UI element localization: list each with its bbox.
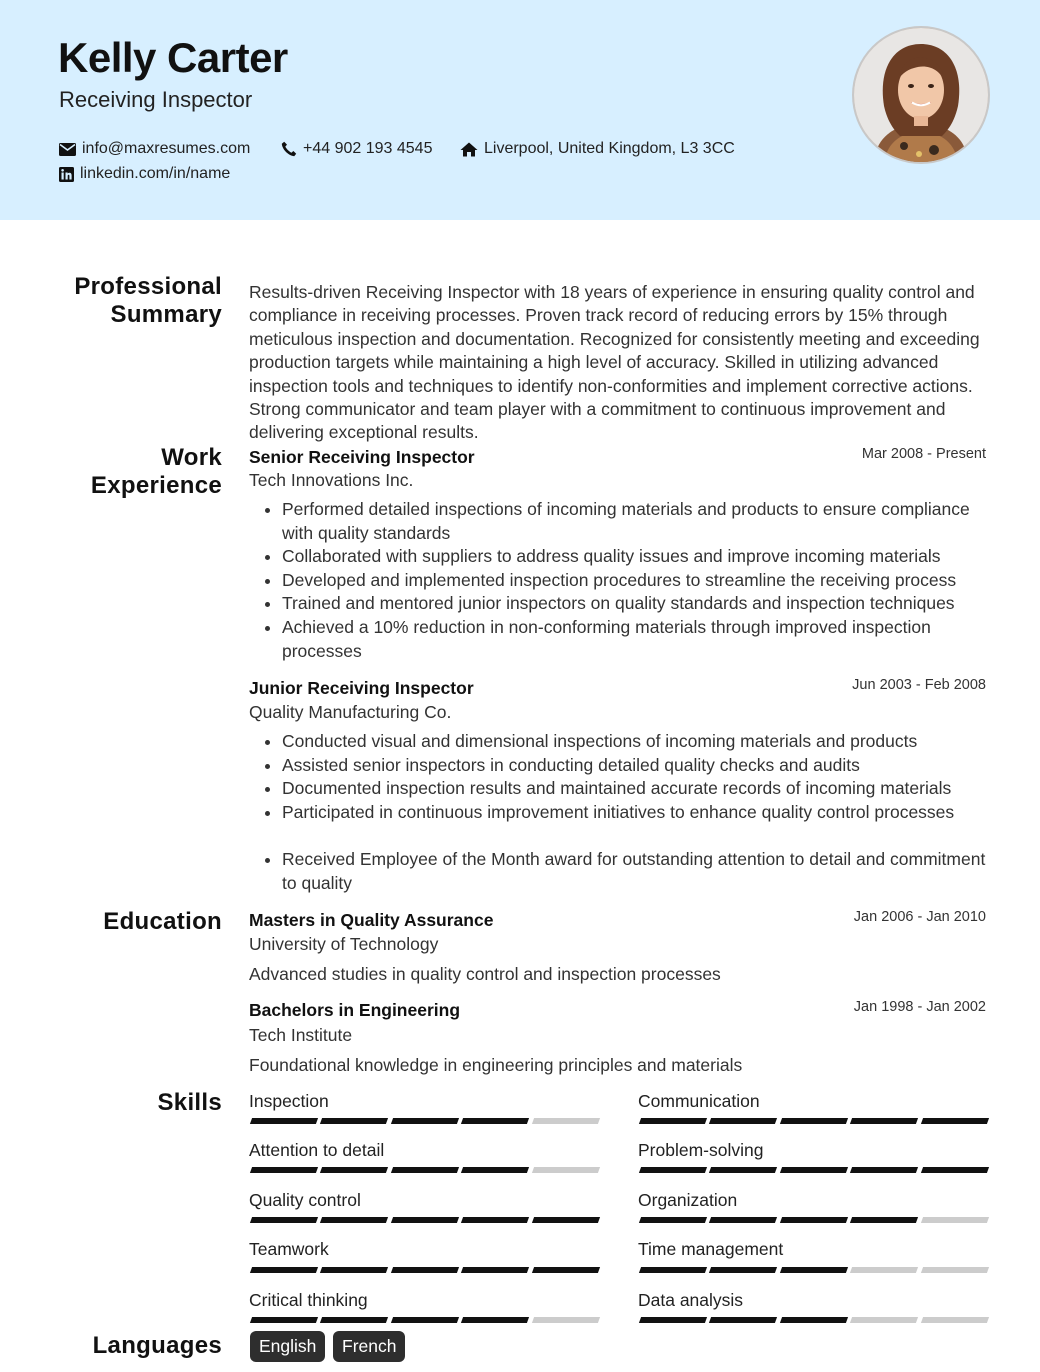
skill-segment-filled [391, 1217, 460, 1223]
skill-level-bar [251, 1317, 599, 1323]
skill-segment-filled [461, 1118, 530, 1124]
job-company: Quality Manufacturing Co. [249, 702, 452, 722]
skill-level-bar [640, 1267, 988, 1273]
degree-title: Bachelors in Engineering [249, 1000, 461, 1020]
education-description: Foundational knowledge in engineering principles and materials [249, 1055, 743, 1075]
skill-segment-filled [780, 1267, 849, 1273]
skill-segment-filled [461, 1167, 530, 1173]
skill-segment-filled [320, 1167, 389, 1173]
skill-segment-filled [639, 1317, 708, 1323]
skill-segment-empty [921, 1217, 990, 1223]
list-item: • Collaborated with suppliers to address quality issues and improve incoming materials [282, 545, 989, 569]
skill-name: Communication [638, 1091, 760, 1111]
skill-segment-filled [921, 1118, 990, 1124]
skill-segment-filled [461, 1267, 530, 1273]
skill-name: Organization [638, 1190, 738, 1210]
skill-level-bar [251, 1118, 599, 1124]
skill-segment-filled [320, 1118, 389, 1124]
degree-title: Masters in Quality Assurance [249, 910, 494, 930]
language-badge: French [333, 1331, 405, 1362]
skill-segment-filled [391, 1267, 460, 1273]
skill-segment-filled [320, 1267, 389, 1273]
section-title-line: Work [161, 444, 222, 471]
job-title: Senior Receiving Inspector [249, 447, 475, 467]
skill-level-bar [640, 1118, 988, 1124]
skill-segment-filled [250, 1267, 319, 1273]
skill-segment-filled [461, 1217, 530, 1223]
skill-name: Inspection [249, 1091, 329, 1111]
linkedin-text: linkedin.com/in/name [80, 165, 231, 182]
skill-segment-filled [921, 1167, 990, 1173]
section-title-line: Experience [90, 472, 222, 499]
skill-segment-empty [532, 1118, 601, 1124]
skill-name: Problem-solving [638, 1140, 764, 1160]
skill-segment-filled [532, 1267, 601, 1273]
job-company: Tech Innovations Inc. [249, 470, 414, 490]
skill-segment-filled [780, 1217, 849, 1223]
skill-segment-empty [532, 1167, 601, 1173]
skill-segment-filled [532, 1217, 601, 1223]
skill-segment-filled [391, 1118, 460, 1124]
job-bullets [249, 730, 989, 896]
education-dates: Jan 2006 - Jan 2010 [853, 909, 986, 925]
skill-name: Critical thinking [249, 1290, 368, 1310]
skill-segment-filled [250, 1317, 319, 1323]
skill-segment-filled [639, 1267, 708, 1273]
phone-text: +44 902 193 4545 [303, 140, 433, 157]
section-title-education: Education [103, 908, 222, 935]
skill-level-bar [640, 1317, 988, 1323]
skill-segment-empty [921, 1317, 990, 1323]
address-text: Liverpool, United Kingdom, L3 3CC [484, 140, 735, 157]
skill-segment-filled [461, 1317, 530, 1323]
contact-address [460, 140, 735, 158]
skill-segment-filled [850, 1167, 919, 1173]
profile-photo [852, 26, 990, 164]
skill-name: Attention to detail [249, 1140, 385, 1160]
section-title-line: Summary [110, 301, 222, 328]
skill-segment-empty [532, 1317, 601, 1323]
skill-segment-filled [639, 1118, 708, 1124]
skill-segment-filled [709, 1317, 778, 1323]
portrait-image [854, 28, 988, 162]
skill-segment-empty [850, 1317, 919, 1323]
skill-segment-filled [780, 1167, 849, 1173]
list-item: • Participated in continuous improvement initiatives to enhance quality control processes [282, 801, 989, 825]
linkedin-icon [59, 167, 74, 182]
skill-segment-filled [639, 1217, 708, 1223]
skill-segment-empty [921, 1267, 990, 1273]
list-item: • Developed and implemented inspection procedures to streamline the receiving process [282, 569, 989, 593]
job-dates: Mar 2008 - Present [861, 446, 986, 462]
skill-segment-empty [850, 1267, 919, 1273]
contact-linkedin[interactable] [59, 165, 230, 183]
skill-segment-filled [391, 1167, 460, 1173]
skill-segment-filled [320, 1217, 389, 1223]
skill-segment-filled [250, 1167, 319, 1173]
education-description: Advanced studies in quality control and inspection processes [249, 964, 721, 984]
skill-segment-filled [709, 1118, 778, 1124]
skill-segment-filled [320, 1317, 389, 1323]
skill-segment-filled [709, 1267, 778, 1273]
skill-segment-filled [639, 1167, 708, 1173]
job-bullets [249, 498, 989, 663]
skill-name: Time management [638, 1239, 784, 1259]
summary-text: Results-driven Receiving Inspector with 18 years of experience in ensuring quality control and compliance in receiving processes. Proven track record of reducing errors by 15% through meticulous inspection and documentation. Recognized for consistently meeting and exceeding production targets while maintaining a high level of accuracy. Skilled in utilizing advanced inspection tools and techniques to identify non-conformities and implement corrective actions. Strong communicator and team player with a commitment to continuous improvement and delivering exceptional results. [249, 282, 980, 443]
section-title-summary [74, 273, 222, 329]
skill-segment-filled [780, 1317, 849, 1323]
skill-level-bar [640, 1167, 988, 1173]
job-title: Junior Receiving Inspector [249, 678, 474, 698]
skill-segment-filled [709, 1217, 778, 1223]
skill-segment-filled [250, 1217, 319, 1223]
list-item: • Received Employee of the Month award for outstanding attention to detail and commitment to quality [282, 848, 989, 895]
candidate-name: Kelly Carter [58, 34, 288, 81]
list-item: • Achieved a 10% reduction in non-conforming materials through improved inspection processes [282, 616, 989, 663]
language-badge: English [250, 1331, 325, 1362]
skill-segment-filled [850, 1217, 919, 1223]
candidate-title: Receiving Inspector [59, 87, 253, 112]
skill-segment-filled [250, 1118, 319, 1124]
skill-level-bar [640, 1217, 988, 1223]
section-title-work [91, 444, 222, 500]
section-title-languages: Languages [92, 1332, 222, 1359]
skill-level-bar [251, 1217, 599, 1223]
list-item: • Performed detailed inspections of incoming materials and products to ensure compliance with quality standards [282, 498, 989, 545]
school-name: Tech Institute [249, 1025, 353, 1045]
skill-segment-filled [391, 1317, 460, 1323]
job-dates: Jun 2003 - Feb 2008 [852, 677, 986, 693]
skill-segment-filled [780, 1118, 849, 1124]
skill-segment-filled [709, 1167, 778, 1173]
section-title-line: Professional [74, 273, 222, 300]
phone-icon [281, 141, 297, 157]
skill-segment-filled [850, 1118, 919, 1124]
list-item: • Conducted visual and dimensional inspections of incoming materials and products [282, 730, 989, 754]
section-title-skills: Skills [157, 1089, 222, 1116]
email-text: info@maxresumes.com [82, 140, 251, 157]
envelope-icon [59, 143, 76, 156]
contact-email[interactable] [59, 140, 250, 158]
education-dates: Jan 1998 - Jan 2002 [853, 999, 986, 1015]
list-item: • Trained and mentored junior inspectors on quality standards and inspection techniques [282, 592, 989, 616]
skill-level-bar [251, 1167, 599, 1173]
skill-level-bar [251, 1267, 599, 1273]
contact-phone[interactable] [281, 140, 432, 158]
home-icon [460, 142, 478, 157]
school-name: University of Technology [249, 934, 439, 954]
list-item: • Documented inspection results and maintained accurate records of incoming materials [282, 777, 989, 801]
skill-name: Quality control [249, 1190, 361, 1210]
list-item: • Assisted senior inspectors in conducting detailed quality checks and audits [282, 754, 989, 778]
skill-name: Teamwork [249, 1239, 329, 1259]
skill-name: Data analysis [638, 1290, 744, 1310]
resume-header [0, 0, 1040, 220]
